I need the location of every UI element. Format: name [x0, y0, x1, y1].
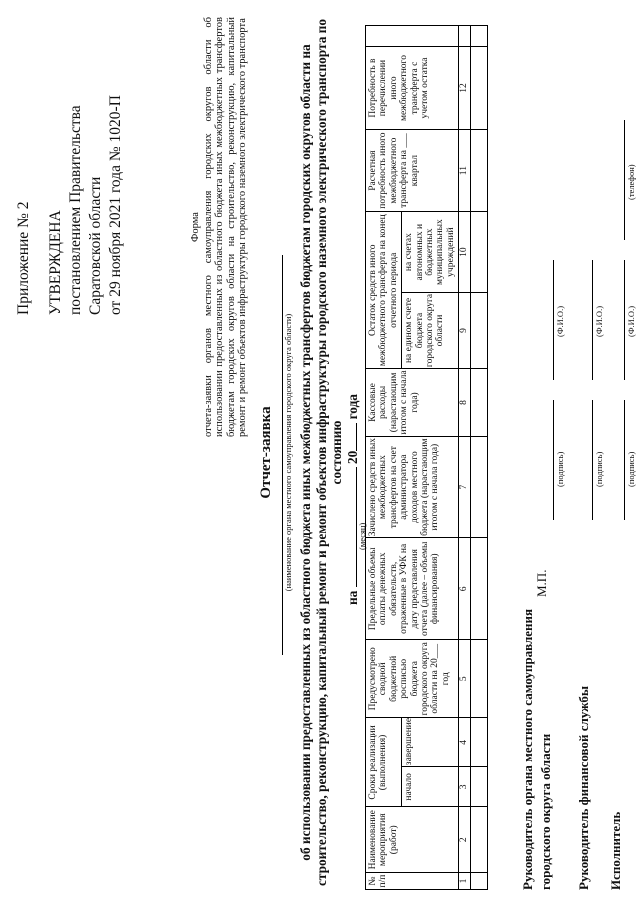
col-number: 12 [459, 47, 471, 130]
col-number: 3 [459, 767, 471, 807]
sig-line-fin-fio [592, 260, 593, 380]
col-number: 6 [459, 538, 471, 640]
date-na: на [345, 590, 360, 605]
th-need: Потребность в перечислении иного межбюджетного трансферта с учетом остатка [366, 47, 459, 130]
th-budget: Предусмотрено сводной бюджетной росписью бюджета городского округа области на 20___ год [366, 640, 459, 718]
col-number: 9 [459, 292, 471, 368]
th-name: Наименование мероприятия (работ) [366, 807, 459, 873]
sig-head-podpis: (подпись) [555, 451, 565, 487]
th-bal-accounts: на счетах автономных и бюджетных муниципальных учреждений [402, 212, 459, 292]
org-caption: (наименование органа местного самоуправления городского округа области) [283, 313, 293, 592]
sig-fin-podpis: (подпись) [594, 451, 604, 487]
col-number: 8 [459, 369, 471, 437]
sig-mp: М.П. [534, 569, 549, 597]
approved-line-3: от 29 ноября 2021 года № 1020-П [107, 95, 124, 315]
approved-line-1: постановлением Правительства [67, 105, 84, 315]
th-limits: Предельные объемы оплаты денежных обязательств, отраженные в УФК на дату представления отчета (далее – объемы финансирования) [366, 538, 459, 640]
report-subject: об использовании предоставленных из областного бюджета иных межбюджетных трансфертов бюджетам городских округов области на строительство, реконструкцию, капитальный ремонт и ремонт объектов инфраструктуры городского наземного электрического транспорта по состоянию [298, 19, 344, 886]
table-row [471, 26, 488, 890]
th-terms: Сроки реализации (выполнения) [366, 718, 402, 807]
approved-label: УТВЕРЖДЕНА [47, 210, 64, 315]
report-table [365, 25, 488, 890]
sig-line-exec-phone [624, 120, 625, 240]
sig-line-exec-sign [624, 400, 625, 520]
sig-head-line2: городского округа области [538, 733, 553, 890]
col-number-extra [459, 26, 471, 47]
col-number: 5 [459, 640, 471, 718]
th-end: завершение [402, 718, 459, 767]
sig-head-line1: Руководитель органа местного самоуправления [520, 608, 535, 890]
appendix-number: Приложение № 2 [15, 201, 32, 315]
th-credited: Зачислено средств иных межбюджетных трансфертов на счет администратора доходов местного бюджета (нарастающим итогом с начала года) [366, 436, 459, 538]
sig-line-exec-fio [624, 260, 625, 380]
sig-head-fio: (Ф.И.О.) [555, 305, 565, 337]
form-description [190, 17, 249, 437]
report-title: Отчет-заявка [258, 406, 274, 499]
col-number: 11 [459, 129, 471, 212]
th-start: начало [402, 767, 459, 807]
year-prefix: 20 [345, 450, 360, 465]
sig-exec-phone: (телефон) [626, 164, 636, 200]
th-bal-single: на едином счете бюджета городского округа области [402, 292, 459, 368]
month-caption: (месяц) [357, 522, 367, 550]
th-estimated: Расчетная потребность иного межбюджетного трансферта на ___ квартал [366, 129, 459, 212]
th-balance: Остаток средств иного межбюджетного трансферта на конец отчетного периода [366, 212, 402, 369]
col-number: 2 [459, 807, 471, 873]
month-blank [344, 467, 357, 587]
sig-finance: Руководитель финансовой службы [576, 685, 591, 890]
form-title: Форма [190, 212, 201, 242]
sig-fin-fio: (Ф.И.О.) [594, 305, 604, 337]
sig-exec-podpis: (подпись) [626, 451, 636, 487]
col-number: 10 [459, 212, 471, 292]
th-num: № п/п [366, 873, 459, 890]
form-text: отчета-заявки органов местного самоуправления городских округов области об использовании предоставленных из областного бюджета иных межбюджетных трансфертов бюджетам городских округов области на строительство, реконструкцию, капитальный ремонт и ремонт объектов инфраструктуры городского наземного электрического транспорта [202, 17, 249, 437]
sig-line-head-sign [553, 400, 554, 520]
th-extra [366, 26, 459, 47]
appendix-block [14, 25, 126, 315]
col-number: 7 [459, 436, 471, 538]
year-suffix: года [345, 394, 360, 420]
col-number: 1 [459, 873, 471, 890]
year-blank [344, 423, 357, 451]
sig-line-head-fio [553, 260, 554, 380]
approved-line-2: Саратовской области [87, 176, 104, 315]
th-expenses: Кассовые расходы (нарастающим итогом с начала года) [366, 369, 459, 437]
sig-exec-fio: (Ф.И.О.) [626, 305, 636, 337]
sig-executor: Исполнитель [608, 811, 623, 890]
col-number: 4 [459, 718, 471, 767]
sig-line-fin-sign [592, 400, 593, 520]
